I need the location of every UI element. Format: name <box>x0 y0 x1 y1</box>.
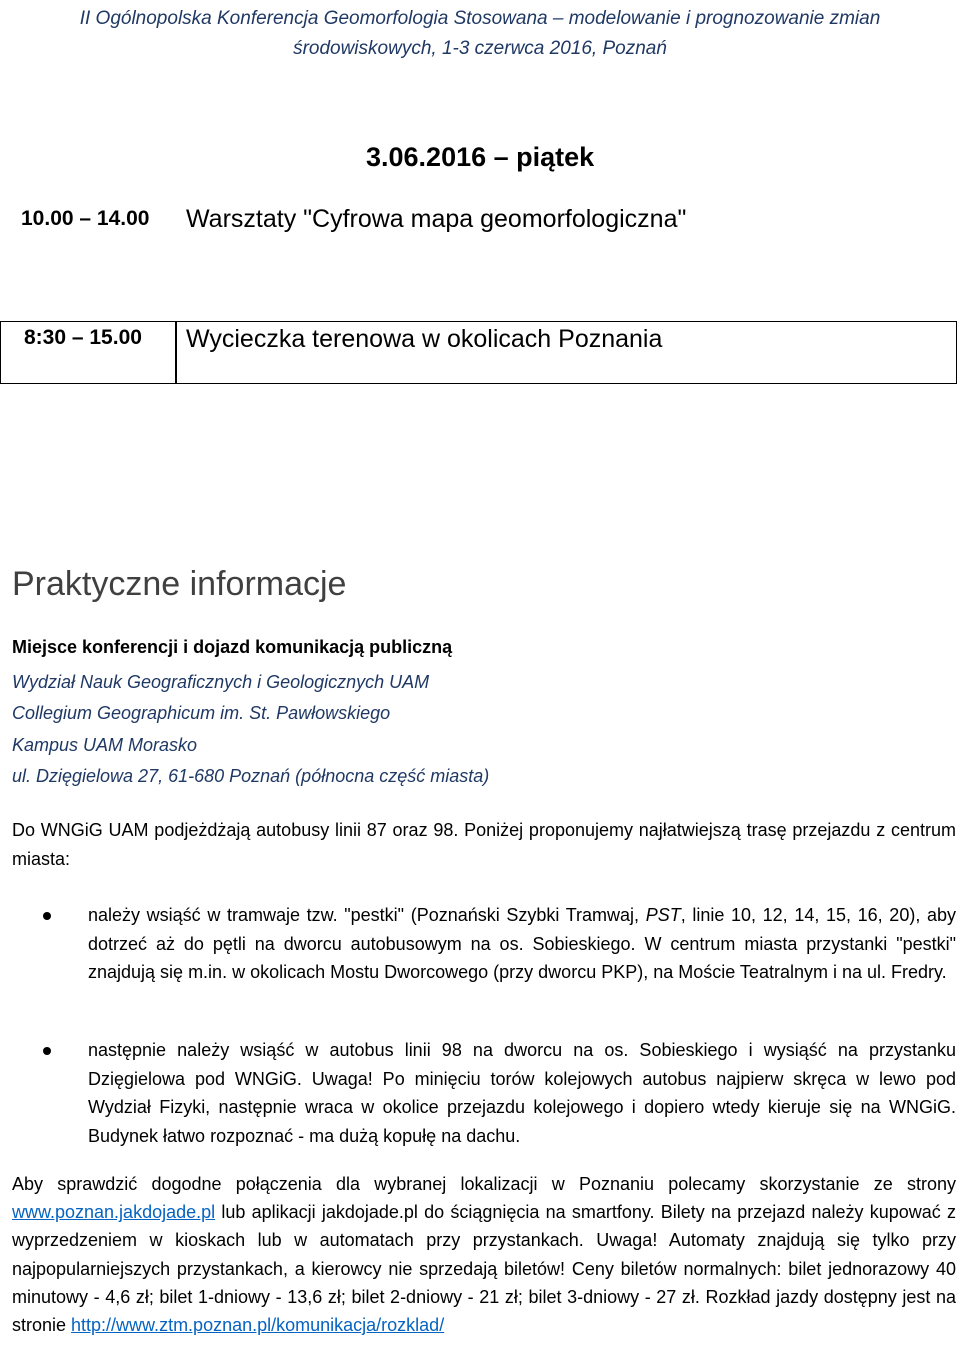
address-line-3: Kampus UAM Morasko <box>12 735 198 755</box>
header-line-1: II Ogólnopolska Konferencja Geomorfologia Stosowana – modelowanie i prognozowanie zmian <box>79 8 881 29</box>
address-line-1: Wydział Nauk Geograficznych i Geologicznych UAM <box>12 672 430 692</box>
bullet-dot <box>43 912 51 920</box>
jakdojade-link[interactable]: www.poznan.jakdojade.pl <box>12 1202 216 1223</box>
schedule-title-1: Warsztaty "Cyfrowa mapa geomorfologiczna" <box>186 205 687 233</box>
bus-paragraph: Do WNGiG UAM podjeżdżają autobusy linii 87 oraz 98. Poniżej proponujemy najłatwiejszą trasę przejazdu z centrum miasta: <box>12 820 956 869</box>
schedule-title-2: Wycieczka terenowa w okolicach Poznania <box>186 325 663 353</box>
day-title: 3.06.2016 – piątek <box>366 142 595 172</box>
running-header <box>0 4 960 64</box>
step-1-after: , linie 10, 12, 14, 15, 16, 20), aby dotrzeć aż do pętli na dworcu autobusowym na os. Sobieskiego. W centrum miasta przystanki "pestki" znajdują się m.in. w okolicach Mostu Dworcowego (przy dworcu PKP), na Moście Teatralnym i na ul. Fredry. <box>88 905 956 982</box>
table-divider <box>175 322 177 383</box>
schedule-time-1: 10.00 – 14.00 <box>21 207 150 230</box>
venue-heading: Miejsce konferencji i dojazd komunikacją publiczną <box>12 637 453 657</box>
step-1-italic: PST <box>645 905 681 925</box>
step-2-text: następnie należy wsiąść w autobus linii 98 na dworcu na os. Sobieskiego i wysiąść na przystanku Dzięgielowa pod WNGiG. Uwaga! Po minięciu torów kolejowych autobus najpierw skręca w lewo pod Wydział Fizyki, następnie wraca w okolice przejazdu kolejowego i dopiero wtedy kieruje się na WNGiG. Budynek łatwo rozpoznać - ma dużą kopułę na dachu. <box>88 1040 956 1146</box>
bullet-dot <box>43 1047 51 1055</box>
address-line-2: Collegium Geographicum im. St. Pawłowskiego <box>12 703 391 723</box>
section-heading: Praktyczne informacje <box>12 565 347 603</box>
ztm-schedule-link[interactable]: http://www.ztm.poznan.pl/komunikacja/rozklad/ <box>71 1315 445 1336</box>
final-part-2: lub aplikacji jakdojade.pl do ściągnięcia na smartfony. Bilety na przejazd należy kupować z wyprzedzeniem w kioskach lub w automatach przy przystankach. Uwaga! Automaty znajdują się tylko przy najpopularniejszych przystankach, a kierowcy nie sprzedają biletów! Ceny biletów normalnych: bilet jednorazowy 40 minutowy - 4,6 zł; bilet 1-dniowy - 13,6 zł; bilet 2-dniowy - 21 zł; bilet 3-dniowy - 27 zł. Rozkład jazdy dostępny jest na stronie <box>12 1202 956 1336</box>
address-line-4: ul. Dzięgielowa 27, 61-680 Poznań (północna część miasta) <box>12 766 490 786</box>
schedule-time-2: 8:30 – 15.00 <box>24 326 142 349</box>
step-1-before: należy wsiąść w tramwaje tzw. "pestki" (Poznański Szybki Tramwaj, <box>88 905 646 925</box>
final-part-1: Aby sprawdzić dogodne połączenia dla wybranej lokalizacji w Poznaniu polecamy skorzystanie ze strony <box>12 1174 956 1194</box>
header-line-2: środowiskowych, 1-3 czerwca 2016, Poznań <box>293 38 667 59</box>
final-paragraph <box>12 1170 956 1339</box>
step-1-text <box>88 901 956 987</box>
